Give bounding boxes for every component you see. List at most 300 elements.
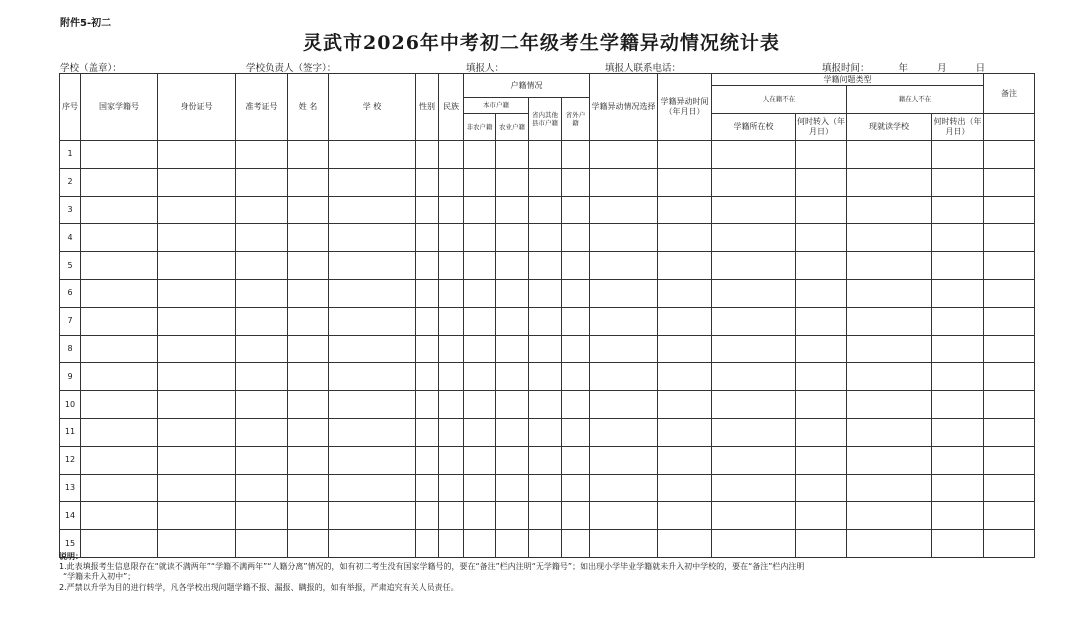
- table-cell[interactable]: [658, 224, 712, 252]
- table-cell[interactable]: [562, 252, 590, 280]
- table-cell[interactable]: [158, 502, 236, 530]
- table-cell[interactable]: [562, 502, 590, 530]
- table-cell[interactable]: [464, 446, 496, 474]
- table-cell[interactable]: [288, 502, 329, 530]
- table-cell[interactable]: [984, 196, 1035, 224]
- table-cell[interactable]: [288, 363, 329, 391]
- header-seq: 序号: [60, 74, 81, 141]
- table-cell[interactable]: [288, 224, 329, 252]
- table-cell[interactable]: [496, 307, 529, 335]
- table-cell[interactable]: [236, 391, 288, 419]
- table-cell[interactable]: [496, 168, 529, 196]
- table-cell[interactable]: [658, 196, 712, 224]
- table-cell[interactable]: [464, 224, 496, 252]
- table-cell[interactable]: [416, 474, 439, 502]
- header-exam-no: 准考证号: [236, 74, 288, 141]
- table-cell[interactable]: [984, 391, 1035, 419]
- table-cell[interactable]: [329, 307, 416, 335]
- table-cell[interactable]: [712, 196, 796, 224]
- header-agri: 农业户籍: [496, 114, 529, 141]
- table-cell[interactable]: [496, 391, 529, 419]
- table-cell[interactable]: [81, 141, 158, 169]
- table-cell[interactable]: [712, 224, 796, 252]
- table-cell[interactable]: [496, 446, 529, 474]
- table-cell[interactable]: [658, 279, 712, 307]
- table-cell[interactable]: [439, 141, 464, 169]
- table-cell[interactable]: [796, 279, 847, 307]
- table-cell[interactable]: [984, 252, 1035, 280]
- row-number: 12: [60, 446, 81, 474]
- table-cell[interactable]: [590, 446, 658, 474]
- row-number: 6: [60, 279, 81, 307]
- reporter-label: 填报人：: [466, 63, 505, 74]
- table-cell[interactable]: [590, 391, 658, 419]
- table-cell[interactable]: [288, 307, 329, 335]
- table-cell[interactable]: [529, 418, 562, 446]
- table-cell[interactable]: [984, 502, 1035, 530]
- table-cell[interactable]: [158, 307, 236, 335]
- table-cell[interactable]: [562, 307, 590, 335]
- table-cell[interactable]: [496, 196, 529, 224]
- table-cell[interactable]: [81, 391, 158, 419]
- table-cell[interactable]: [329, 252, 416, 280]
- table-cell[interactable]: [288, 196, 329, 224]
- table-cell[interactable]: [236, 363, 288, 391]
- table-cell[interactable]: [932, 363, 984, 391]
- table-cell[interactable]: [439, 474, 464, 502]
- table-cell[interactable]: [590, 474, 658, 502]
- table-cell[interactable]: [496, 363, 529, 391]
- table-cell[interactable]: [496, 502, 529, 530]
- table-cell[interactable]: [288, 279, 329, 307]
- table-cell[interactable]: [658, 307, 712, 335]
- table-cell[interactable]: [464, 196, 496, 224]
- table-cell[interactable]: [529, 168, 562, 196]
- table-cell[interactable]: [236, 474, 288, 502]
- table-cell[interactable]: [562, 391, 590, 419]
- table-cell[interactable]: [712, 279, 796, 307]
- row-number: 3: [60, 196, 81, 224]
- table-cell[interactable]: [288, 474, 329, 502]
- table-cell[interactable]: [464, 335, 496, 363]
- table-cell[interactable]: [847, 391, 932, 419]
- table-cell[interactable]: [158, 363, 236, 391]
- table-cell[interactable]: [658, 446, 712, 474]
- note-2: 2.严禁以升学为目的进行转学，凡各学校出现问题学籍不报、漏报、瞒报的，如有举报，严肃追究有关人员责任。: [59, 582, 459, 592]
- row-number: 7: [60, 307, 81, 335]
- header-transfer-out-time: 何时转出（年月日）: [932, 114, 984, 141]
- table-row: [60, 168, 1035, 196]
- table-cell[interactable]: [329, 363, 416, 391]
- table-cell[interactable]: [847, 141, 932, 169]
- table-cell[interactable]: [329, 391, 416, 419]
- table-cell[interactable]: [464, 168, 496, 196]
- table-cell[interactable]: [932, 502, 984, 530]
- report-time-group: [822, 60, 985, 74]
- table-cell[interactable]: [562, 141, 590, 169]
- table-cell[interactable]: [158, 196, 236, 224]
- table-cell[interactable]: [158, 141, 236, 169]
- note-1-continued: “学籍未升入初中”；: [63, 572, 136, 582]
- table-cell[interactable]: [984, 224, 1035, 252]
- table-cell[interactable]: [158, 252, 236, 280]
- table-cell[interactable]: [158, 418, 236, 446]
- table-cell[interactable]: [932, 391, 984, 419]
- table-cell[interactable]: [329, 474, 416, 502]
- table-cell[interactable]: [658, 391, 712, 419]
- table-cell[interactable]: [81, 335, 158, 363]
- header-national-id: 国家学籍号: [81, 74, 158, 141]
- table-cell[interactable]: [562, 279, 590, 307]
- table-cell[interactable]: [329, 141, 416, 169]
- header-change-choice: 学籍异动情况选择: [590, 74, 658, 141]
- table-cell[interactable]: [984, 279, 1035, 307]
- table-cell[interactable]: [590, 168, 658, 196]
- table-cell[interactable]: [984, 168, 1035, 196]
- table-cell[interactable]: [81, 224, 158, 252]
- table-cell[interactable]: [847, 224, 932, 252]
- table-cell[interactable]: [288, 168, 329, 196]
- table-cell[interactable]: [439, 279, 464, 307]
- table-cell[interactable]: [847, 252, 932, 280]
- table-cell[interactable]: [796, 474, 847, 502]
- header-issue-type: 学籍问题类型: [712, 74, 984, 86]
- table-cell[interactable]: [529, 307, 562, 335]
- table-cell[interactable]: [496, 474, 529, 502]
- table-cell[interactable]: [416, 279, 439, 307]
- table-cell[interactable]: [712, 363, 796, 391]
- header-record-in-person-out: 籍在人不在: [847, 86, 984, 114]
- table-cell[interactable]: [984, 446, 1035, 474]
- table-cell[interactable]: [529, 363, 562, 391]
- table-cell[interactable]: [529, 224, 562, 252]
- table-cell[interactable]: [329, 279, 416, 307]
- table-cell[interactable]: [529, 141, 562, 169]
- table-cell[interactable]: [529, 391, 562, 419]
- table-cell[interactable]: [439, 502, 464, 530]
- table-cell[interactable]: [464, 418, 496, 446]
- table-cell[interactable]: [81, 307, 158, 335]
- header-non-agri: 非农户籍: [464, 114, 496, 141]
- table-cell[interactable]: [81, 418, 158, 446]
- table-cell[interactable]: [847, 418, 932, 446]
- table-cell[interactable]: [158, 446, 236, 474]
- header-id-card: 身份证号: [158, 74, 236, 141]
- table-cell[interactable]: [712, 168, 796, 196]
- table-cell[interactable]: [590, 307, 658, 335]
- table-cell[interactable]: [590, 363, 658, 391]
- table-cell[interactable]: [236, 335, 288, 363]
- table-cell[interactable]: [416, 307, 439, 335]
- table-cell[interactable]: [847, 196, 932, 224]
- table-cell[interactable]: [439, 418, 464, 446]
- table-cell[interactable]: [712, 474, 796, 502]
- row-number: 5: [60, 252, 81, 280]
- table-cell[interactable]: [562, 168, 590, 196]
- table-cell[interactable]: [712, 335, 796, 363]
- table-cell[interactable]: [81, 168, 158, 196]
- table-cell[interactable]: [464, 363, 496, 391]
- table-cell[interactable]: [158, 335, 236, 363]
- page-title: 灵武市2026年中考初二年级考生学籍异动情况统计表: [303, 32, 780, 54]
- table-cell[interactable]: [658, 363, 712, 391]
- table-cell[interactable]: [416, 224, 439, 252]
- table-cell[interactable]: [496, 252, 529, 280]
- table-cell[interactable]: [847, 474, 932, 502]
- table-cell[interactable]: [439, 252, 464, 280]
- table-cell[interactable]: [847, 307, 932, 335]
- table-cell[interactable]: [496, 335, 529, 363]
- table-cell[interactable]: [158, 168, 236, 196]
- table-cell[interactable]: [590, 418, 658, 446]
- table-cell[interactable]: [464, 307, 496, 335]
- table-cell[interactable]: [416, 196, 439, 224]
- table-cell[interactable]: [329, 502, 416, 530]
- table-cell[interactable]: [496, 141, 529, 169]
- table-cell[interactable]: [932, 307, 984, 335]
- table-cell[interactable]: [796, 224, 847, 252]
- table-cell[interactable]: [439, 307, 464, 335]
- table-cell[interactable]: [712, 446, 796, 474]
- table-cell[interactable]: [562, 196, 590, 224]
- table-cell[interactable]: [529, 335, 562, 363]
- table-cell[interactable]: [416, 335, 439, 363]
- table-cell[interactable]: [529, 502, 562, 530]
- table-cell[interactable]: [932, 196, 984, 224]
- header-person-in-record-out: 人在籍不在: [712, 86, 847, 114]
- table-cell[interactable]: [464, 252, 496, 280]
- table-cell[interactable]: [496, 279, 529, 307]
- table-row: [60, 335, 1035, 363]
- table-cell[interactable]: [658, 252, 712, 280]
- table-cell[interactable]: [796, 502, 847, 530]
- table-cell[interactable]: [288, 335, 329, 363]
- header-remarks: 备注: [984, 74, 1035, 114]
- table-cell[interactable]: [932, 418, 984, 446]
- table-cell[interactable]: [847, 363, 932, 391]
- table-cell[interactable]: [712, 418, 796, 446]
- table-cell[interactable]: [562, 363, 590, 391]
- table-cell[interactable]: [81, 502, 158, 530]
- table-cell[interactable]: [236, 224, 288, 252]
- table-cell[interactable]: [158, 224, 236, 252]
- table-cell[interactable]: [562, 446, 590, 474]
- table-row: [60, 418, 1035, 446]
- table-cell[interactable]: [236, 168, 288, 196]
- table-cell[interactable]: [439, 391, 464, 419]
- table-cell[interactable]: [236, 279, 288, 307]
- table-cell[interactable]: [236, 446, 288, 474]
- table-cell[interactable]: [796, 363, 847, 391]
- header-local-household: 本市户籍: [464, 98, 529, 114]
- table-cell[interactable]: [236, 418, 288, 446]
- table-cell[interactable]: [712, 141, 796, 169]
- row-number: 8: [60, 335, 81, 363]
- notes-section: [59, 552, 1039, 593]
- table-cell[interactable]: [658, 418, 712, 446]
- table-cell[interactable]: [288, 141, 329, 169]
- table-cell[interactable]: [590, 502, 658, 530]
- table-cell[interactable]: [529, 279, 562, 307]
- table-cell[interactable]: [439, 446, 464, 474]
- table-cell[interactable]: [796, 335, 847, 363]
- table-cell[interactable]: [496, 224, 529, 252]
- table-cell[interactable]: [847, 335, 932, 363]
- table-cell[interactable]: [236, 307, 288, 335]
- table-cell[interactable]: [984, 335, 1035, 363]
- table-cell[interactable]: [81, 474, 158, 502]
- table-cell[interactable]: [984, 418, 1035, 446]
- table-cell[interactable]: [529, 474, 562, 502]
- table-cell[interactable]: [562, 474, 590, 502]
- table-cell[interactable]: [496, 418, 529, 446]
- table-cell[interactable]: [81, 279, 158, 307]
- table-cell[interactable]: [932, 252, 984, 280]
- table-cell[interactable]: [984, 474, 1035, 502]
- table-cell[interactable]: [439, 168, 464, 196]
- table-cell[interactable]: [712, 391, 796, 419]
- table-cell[interactable]: [562, 418, 590, 446]
- table-cell[interactable]: [796, 418, 847, 446]
- table-cell[interactable]: [658, 474, 712, 502]
- table-cell[interactable]: [329, 196, 416, 224]
- table-cell[interactable]: [932, 224, 984, 252]
- row-number: 13: [60, 474, 81, 502]
- table-cell[interactable]: [288, 418, 329, 446]
- table-cell[interactable]: [236, 252, 288, 280]
- table-cell[interactable]: [796, 391, 847, 419]
- table-cell[interactable]: [81, 446, 158, 474]
- table-cell[interactable]: [158, 391, 236, 419]
- table-cell[interactable]: [590, 279, 658, 307]
- row-number: 14: [60, 502, 81, 530]
- table-cell[interactable]: [416, 418, 439, 446]
- table-cell[interactable]: [658, 335, 712, 363]
- table-cell[interactable]: [81, 363, 158, 391]
- table-cell[interactable]: [81, 196, 158, 224]
- table-cell[interactable]: [329, 224, 416, 252]
- table-row: [60, 446, 1035, 474]
- notes-heading: 说明：: [59, 552, 83, 561]
- row-number: 1: [60, 141, 81, 169]
- table-cell[interactable]: [464, 391, 496, 419]
- table-row: [60, 224, 1035, 252]
- table-cell[interactable]: [416, 502, 439, 530]
- table-cell[interactable]: [796, 446, 847, 474]
- table-cell[interactable]: [590, 196, 658, 224]
- table-cell[interactable]: [590, 141, 658, 169]
- table-cell[interactable]: [562, 224, 590, 252]
- table-row: [60, 141, 1035, 169]
- table-cell[interactable]: [658, 168, 712, 196]
- table-cell[interactable]: [329, 168, 416, 196]
- header-household-status: 户籍情况: [464, 74, 590, 98]
- attachment-label: 附件5-初二: [60, 18, 112, 29]
- header-name: 姓 名: [288, 74, 329, 141]
- table-cell[interactable]: [236, 141, 288, 169]
- table-cell[interactable]: [416, 141, 439, 169]
- table-cell[interactable]: [590, 224, 658, 252]
- table-cell[interactable]: [288, 446, 329, 474]
- table-cell[interactable]: [464, 279, 496, 307]
- table-cell[interactable]: [796, 252, 847, 280]
- table-cell[interactable]: [529, 446, 562, 474]
- table-cell[interactable]: [416, 252, 439, 280]
- header-ethnicity: 民族: [439, 74, 464, 141]
- table-cell[interactable]: [562, 335, 590, 363]
- table-cell[interactable]: [796, 168, 847, 196]
- table-cell[interactable]: [932, 141, 984, 169]
- table-cell[interactable]: [658, 141, 712, 169]
- table-cell[interactable]: [712, 502, 796, 530]
- table-cell[interactable]: [329, 335, 416, 363]
- table-cell[interactable]: [158, 474, 236, 502]
- table-cell[interactable]: [236, 502, 288, 530]
- row-number: 11: [60, 418, 81, 446]
- table-cell[interactable]: [464, 141, 496, 169]
- table-cell[interactable]: [439, 196, 464, 224]
- table-cell[interactable]: [712, 307, 796, 335]
- table-cell[interactable]: [796, 141, 847, 169]
- table-cell[interactable]: [590, 335, 658, 363]
- table-cell[interactable]: [796, 307, 847, 335]
- table-cell[interactable]: [932, 279, 984, 307]
- table-cell[interactable]: [329, 446, 416, 474]
- table-cell[interactable]: [439, 224, 464, 252]
- table-cell[interactable]: [464, 502, 496, 530]
- table-cell[interactable]: [416, 391, 439, 419]
- table-cell[interactable]: [847, 279, 932, 307]
- table-cell[interactable]: [984, 363, 1035, 391]
- table-cell[interactable]: [984, 307, 1035, 335]
- table-cell[interactable]: [847, 502, 932, 530]
- table-cell[interactable]: [658, 502, 712, 530]
- table-cell[interactable]: [416, 168, 439, 196]
- table-cell[interactable]: [529, 196, 562, 224]
- table-cell[interactable]: [932, 168, 984, 196]
- remarks-subcell: [984, 114, 1035, 141]
- table-cell[interactable]: [847, 168, 932, 196]
- table-cell[interactable]: [329, 418, 416, 446]
- table-cell[interactable]: [932, 446, 984, 474]
- row-number: 15: [60, 530, 81, 558]
- table-cell[interactable]: [416, 446, 439, 474]
- table-cell[interactable]: [529, 252, 562, 280]
- table-cell[interactable]: [288, 252, 329, 280]
- table-cell[interactable]: [158, 279, 236, 307]
- table-cell[interactable]: [984, 141, 1035, 169]
- table-cell[interactable]: [590, 252, 658, 280]
- table-cell[interactable]: [712, 252, 796, 280]
- header-out-province: 省外户籍: [562, 98, 590, 141]
- header-other-county: 省内其他县市户籍: [529, 98, 562, 141]
- table-cell[interactable]: [932, 335, 984, 363]
- table-cell[interactable]: [439, 363, 464, 391]
- table-cell[interactable]: [932, 474, 984, 502]
- table-cell[interactable]: [464, 474, 496, 502]
- table-cell[interactable]: [439, 335, 464, 363]
- principal-signature-label: 学校负责人（签字）：: [246, 63, 337, 74]
- table-cell[interactable]: [847, 446, 932, 474]
- year-label: 年: [898, 63, 909, 74]
- table-cell[interactable]: [288, 391, 329, 419]
- header-gender: 性别: [416, 74, 439, 141]
- table-cell[interactable]: [416, 363, 439, 391]
- table-cell[interactable]: [796, 196, 847, 224]
- table-cell[interactable]: [81, 252, 158, 280]
- row-number: 9: [60, 363, 81, 391]
- table-cell[interactable]: [236, 196, 288, 224]
